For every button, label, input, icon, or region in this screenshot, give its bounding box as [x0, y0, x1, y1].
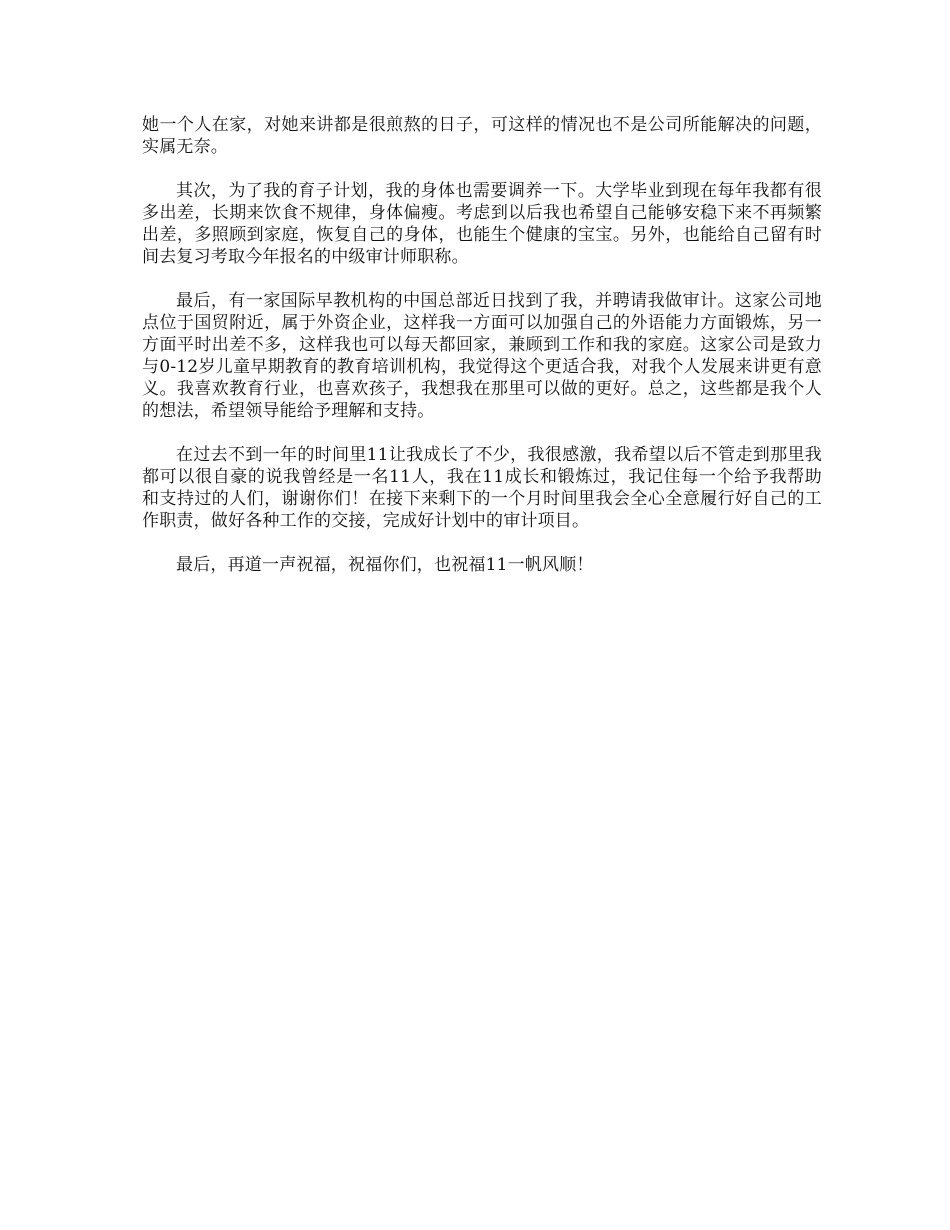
paragraph-closing-wishes: 最后，再道一声祝福，祝福你们，也祝福11一帆风顺！: [176, 555, 594, 575]
document-body: [142, 114, 822, 598]
paragraph-health-plan: 其次，为了我的育子计划，我的身体也需要调养一下。大学毕业到现在每年我都有很多出差，长期来饮食不规律，身体偏瘦。考虑到以后我也希望自己能够安稳下来不再频繁出差，多照顾到家庭，恢复自己的身体，也能生个健康的宝宝。另外，也能给自己留有时间去复习考取今年报名的中级审计师职称。: [142, 181, 822, 267]
paragraph-continued: 她一个人在家，对她来讲都是很煎熬的日子，可这样的情况也不是公司所能解决的问题，实属无奈。: [142, 115, 822, 157]
paragraph-new-job: 最后，有一家国际早教机构的中国总部近日找到了我，并聘请我做审计。这家公司地点位于国贸附近，属于外资企业，这样我一方面可以加强自己的外语能力方面锻炼，另一方面平时出差不多，这样我也可以每天都回家，兼顾到工作和我的家庭。这家公司是致力与0-12岁儿童早期教育的教育培训机构，我觉得这个更适合我，对我个人发展来讲更有意义。我喜欢教育行业，也喜欢孩子，我想我在那里可以做的更好。总之，这些都是我个人的想法，希望领导能给予理解和支持。: [142, 291, 822, 421]
paragraph-gratitude: 在过去不到一年的时间里11让我成长了不少，我很感激，我希望以后不管走到那里我都可以很自豪的说我曾经是一名11人，我在11成长和锻炼过，我记住每一个给予我帮助和支持过的人们，谢谢你们！在接下来剩下的一个月时间里我会全心全意履行好自己的工作职责，做好各种工作的交接，完成好计划中的审计项目。: [142, 445, 822, 531]
